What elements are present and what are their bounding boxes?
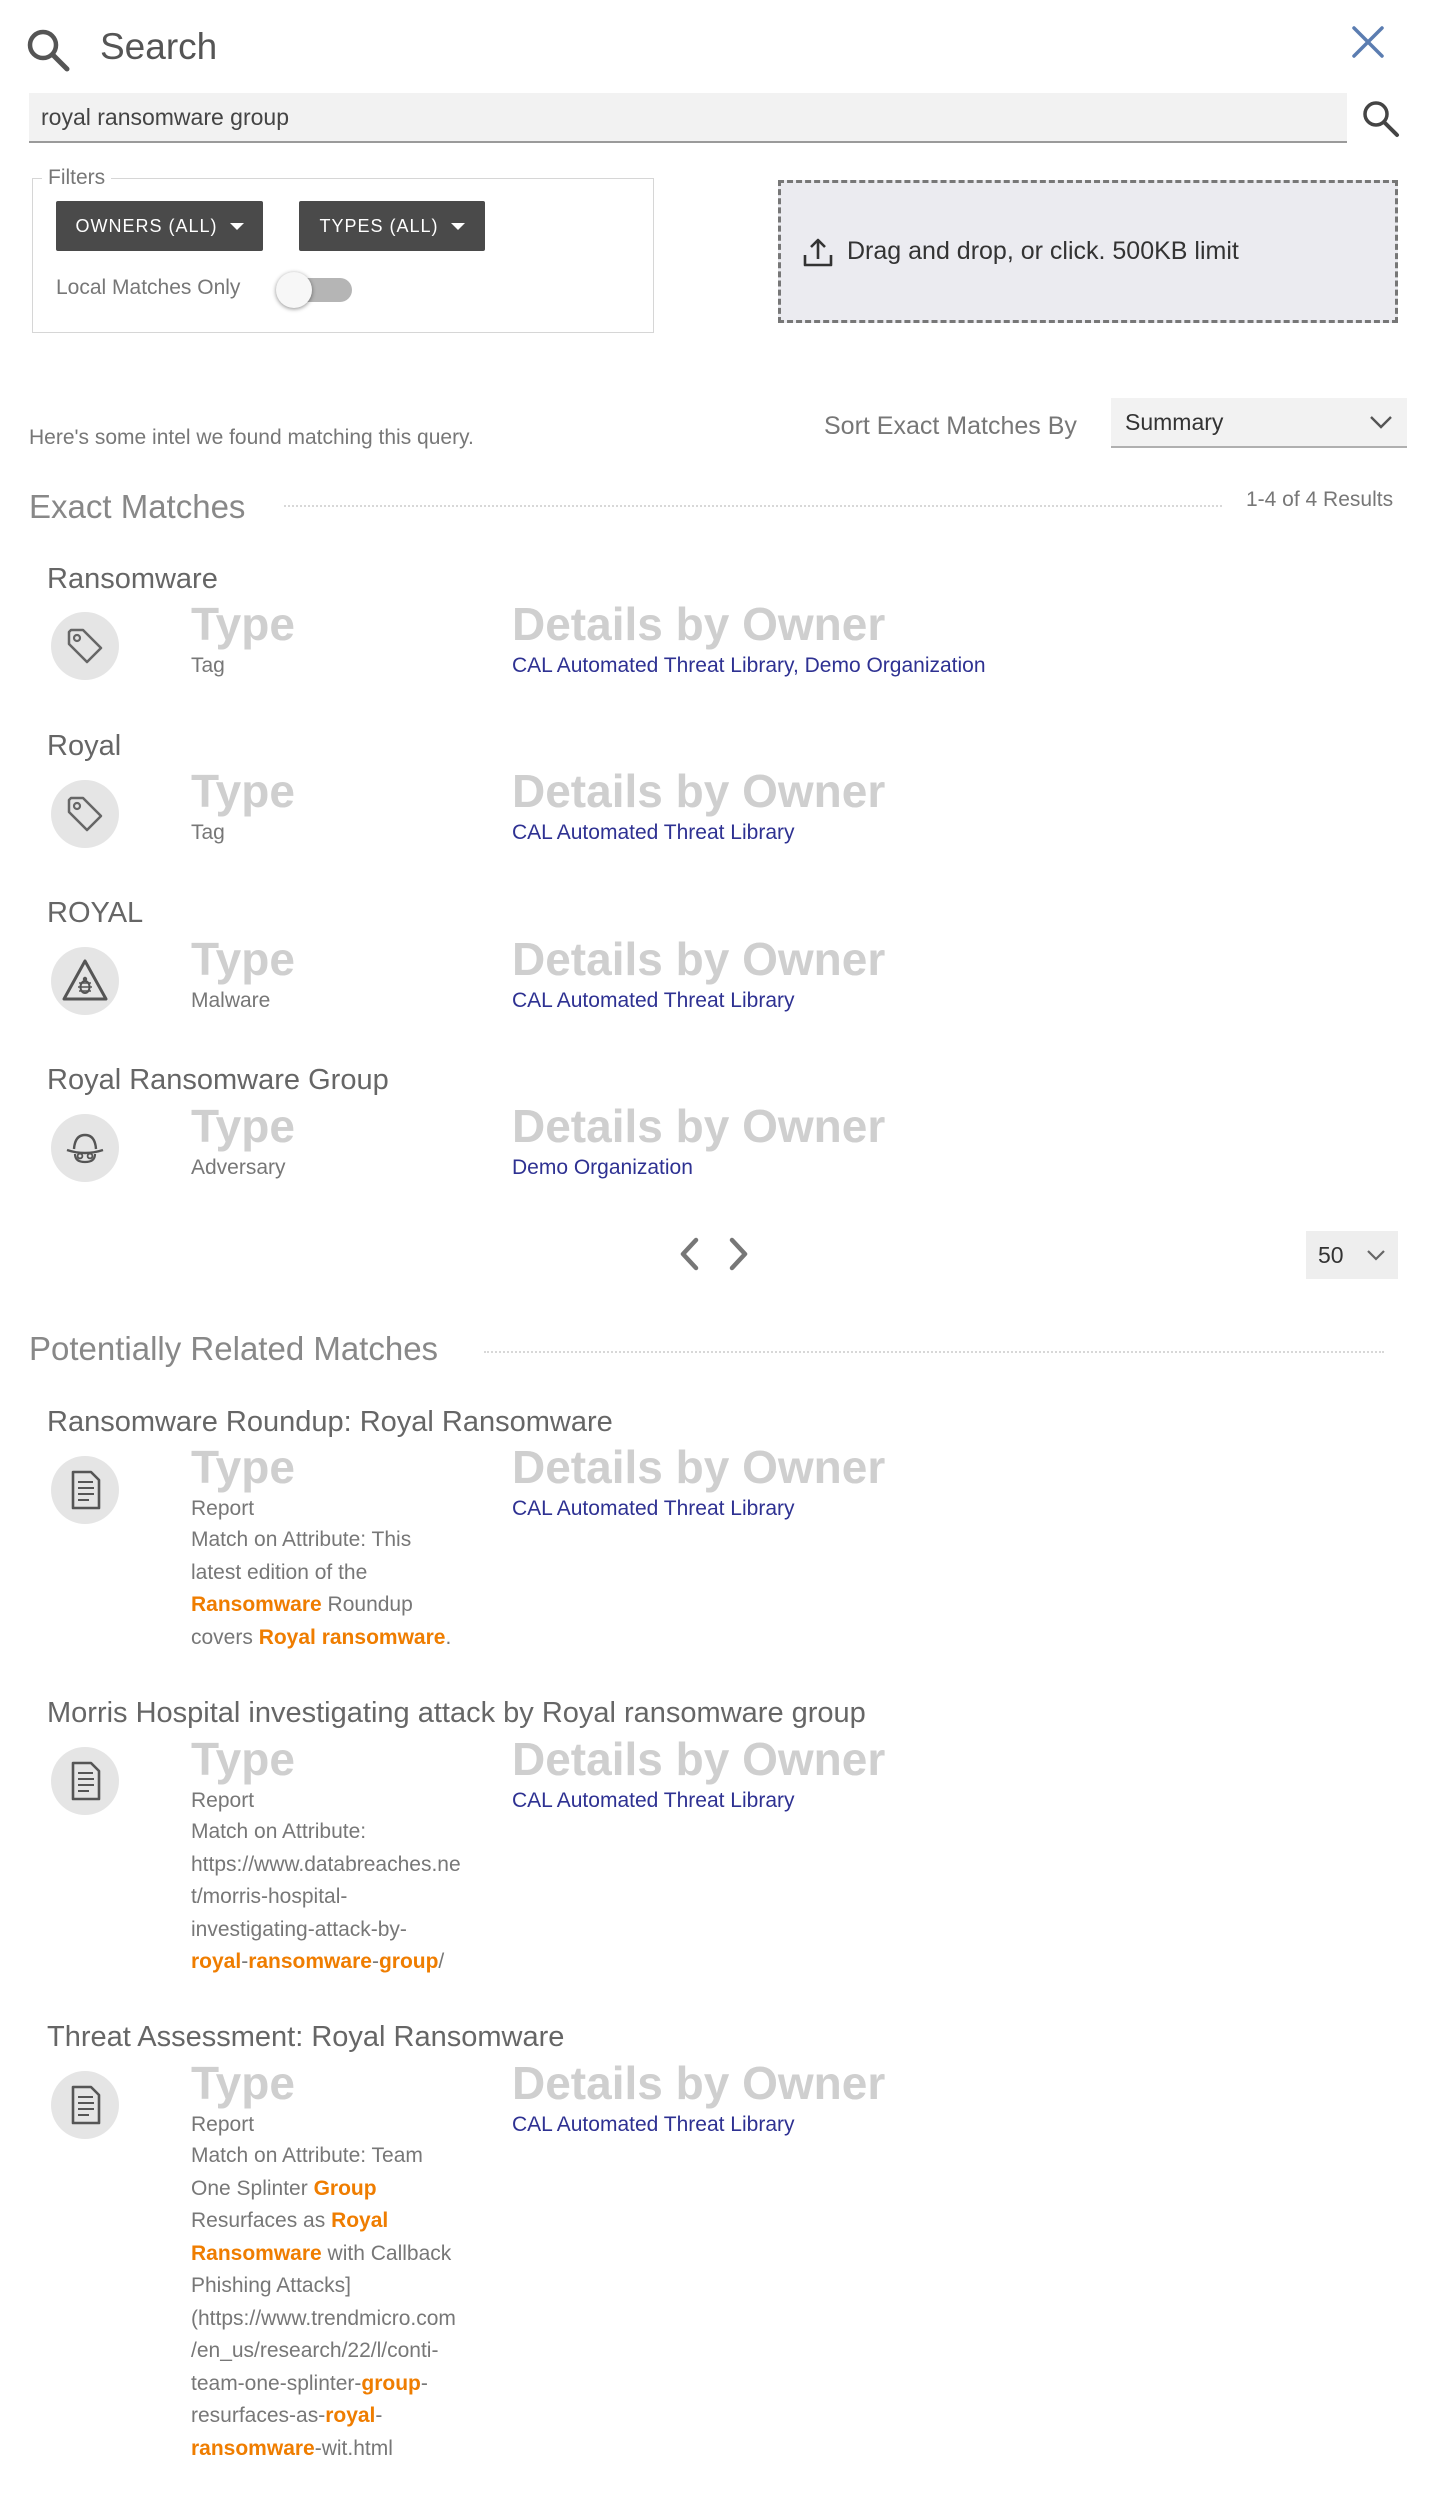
result-title[interactable]: Royal	[47, 730, 122, 762]
per-page-select[interactable]	[1306, 1231, 1398, 1279]
search-submit-icon[interactable]	[1360, 98, 1402, 140]
match-line	[191, 1589, 491, 1622]
local-matches-toggle[interactable]	[276, 272, 356, 308]
adversary-icon	[51, 1114, 119, 1182]
owner-heading: Details by Owner	[512, 598, 886, 650]
match-line	[191, 1622, 491, 1655]
type-value: Report	[191, 1789, 255, 1812]
file-dropzone[interactable]	[778, 180, 1398, 323]
highlight-term: group	[361, 2371, 421, 2395]
sort-select[interactable]	[1111, 398, 1407, 448]
highlight-term: ransomware	[191, 2436, 315, 2460]
sort-label: Sort Exact Matches By	[824, 412, 1077, 440]
match-line	[191, 2433, 491, 2466]
highlight-term: royal	[191, 1950, 242, 1973]
owner-list	[512, 652, 986, 680]
owner-list	[512, 1495, 795, 1523]
local-matches-label: Local Matches Only	[56, 276, 241, 299]
match-text-segment: -	[375, 2404, 383, 2427]
highlight-term: Royal ransomware	[258, 1625, 446, 1649]
match-text-segment: t/morris-hospital-	[191, 1885, 348, 1908]
owner-link[interactable]: CAL Automated Threat Library	[512, 989, 795, 1012]
match-line	[191, 1946, 491, 1979]
report-icon	[51, 2071, 119, 2139]
match-text-segment: (https://www.trendmicro.com	[191, 2306, 456, 2330]
caret-down-icon	[230, 223, 244, 230]
types-filter-button[interactable]	[299, 201, 485, 251]
match-text-segment: Roundup	[321, 1593, 413, 1616]
divider	[284, 505, 1222, 507]
match-line	[191, 1849, 491, 1882]
owner-list	[512, 1787, 795, 1815]
owner-link[interactable]: CAL Automated Threat Library	[512, 1789, 795, 1812]
owner-list	[512, 1154, 693, 1182]
match-line	[191, 2140, 491, 2173]
match-text-segment: -	[420, 2371, 428, 2395]
match-text-segment: -	[371, 1950, 379, 1973]
per-page-value: 50	[1318, 1241, 1344, 1268]
filters-legend: Filters	[42, 164, 111, 192]
malware-icon	[51, 947, 119, 1015]
type-heading: Type	[191, 1733, 295, 1785]
match-text-segment: latest edition of the	[191, 1560, 368, 1584]
divider	[484, 1351, 1384, 1353]
next-page-icon[interactable]	[720, 1232, 756, 1276]
match-line	[191, 2303, 491, 2336]
owner-link[interactable]: CAL Automated Threat Library	[512, 821, 795, 844]
owners-filter-label: OWNERS (ALL)	[75, 215, 218, 236]
exact-matches-title: Exact Matches	[29, 488, 246, 525]
match-line	[191, 1524, 491, 1557]
result-title[interactable]: ROYAL	[47, 897, 144, 929]
type-heading: Type	[191, 765, 295, 817]
owner-heading: Details by Owner	[512, 1100, 886, 1152]
type-value: Malware	[191, 989, 271, 1012]
type-heading: Type	[191, 1441, 295, 1493]
sort-value: Summary	[1125, 408, 1224, 435]
results-count: 1-4 of 4 Results	[1246, 488, 1394, 511]
match-text-segment: investigating-attack-by-	[191, 1917, 407, 1941]
match-text-segment: Resurfaces as	[191, 2209, 332, 2232]
owner-heading: Details by Owner	[512, 2057, 886, 2109]
related-matches-title: Potentially Related Matches	[29, 1330, 439, 1367]
owner-link[interactable]: CAL Automated Threat Library	[512, 2113, 795, 2136]
match-line	[191, 1557, 491, 1590]
chevron-down-icon	[1366, 1249, 1386, 1261]
highlight-term: ransomware	[248, 1950, 372, 1973]
upload-icon	[801, 235, 835, 269]
dropzone-text: Drag and drop, or click. 500KB limit	[847, 237, 1239, 265]
type-heading: Type	[191, 1100, 295, 1152]
result-title[interactable]: Morris Hospital investigating attack by Royal ransomware group	[47, 1697, 866, 1729]
match-attribute-text	[191, 2140, 491, 2465]
match-text-segment: with Callback	[321, 2241, 452, 2265]
results-intro: Here's some intel we found matching this query.	[29, 426, 474, 449]
type-heading: Type	[191, 2057, 295, 2109]
highlight-term: royal	[325, 2404, 376, 2427]
types-filter-label: TYPES (ALL)	[319, 215, 439, 236]
owner-heading: Details by Owner	[512, 1441, 886, 1493]
match-text-segment: Match on Attribute: This	[191, 1528, 412, 1551]
result-title[interactable]: Ransomware	[47, 563, 218, 595]
owners-filter-button[interactable]	[56, 201, 263, 251]
search-input[interactable]	[29, 93, 1347, 143]
highlight-term: Group	[313, 2176, 377, 2200]
highlight-term: group	[378, 1950, 439, 1973]
chevron-down-icon	[1369, 415, 1393, 429]
owner-heading: Details by Owner	[512, 765, 886, 817]
type-value: Tag	[191, 821, 225, 844]
type-heading: Type	[191, 933, 295, 985]
highlight-term: Ransomware	[191, 1593, 322, 1616]
owner-link[interactable]: CAL Automated Threat Library	[512, 654, 793, 677]
match-line	[191, 2368, 491, 2401]
highlight-term: Ransomware	[191, 2241, 322, 2265]
match-attribute-text	[191, 1816, 491, 1979]
result-title[interactable]: Threat Assessment: Royal Ransomware	[47, 2021, 565, 2053]
match-line	[191, 2205, 491, 2238]
match-text-segment: covers	[191, 1625, 259, 1649]
prev-page-icon[interactable]	[672, 1232, 708, 1276]
match-line	[191, 2238, 491, 2271]
caret-down-icon	[451, 223, 465, 230]
page-title: Search	[100, 26, 218, 67]
owner-list	[512, 987, 795, 1015]
match-text-segment: https://www.databreaches.ne	[191, 1852, 461, 1876]
match-text-segment: team-one-splinter-	[191, 2371, 362, 2395]
toggle-knob	[276, 272, 312, 308]
type-value: Adversary	[191, 1156, 286, 1179]
search-icon	[24, 26, 72, 74]
owner-list	[512, 819, 795, 847]
report-icon	[51, 1456, 119, 1524]
report-icon	[51, 1747, 119, 1815]
match-text-segment: .	[445, 1625, 452, 1649]
match-line	[191, 2400, 491, 2433]
match-text-segment: Match on Attribute:	[191, 1820, 367, 1843]
match-line	[191, 1881, 491, 1914]
match-line	[191, 2173, 491, 2206]
type-value: Tag	[191, 654, 225, 677]
owner-link[interactable]: Demo Organization	[804, 654, 986, 677]
tag-icon	[51, 612, 119, 680]
type-value: Report	[191, 1497, 255, 1520]
owner-list	[512, 2111, 795, 2139]
owner-link[interactable]: CAL Automated Threat Library	[512, 1497, 795, 1520]
match-line	[191, 1816, 491, 1849]
match-text-segment: One Splinter	[191, 2176, 314, 2200]
match-line	[191, 2335, 491, 2368]
owner-heading: Details by Owner	[512, 933, 886, 985]
tag-icon	[51, 780, 119, 848]
type-value: Report	[191, 2113, 255, 2136]
match-text-segment: /en_us/research/22/l/conti-	[191, 2339, 439, 2362]
match-text-segment: /	[438, 1950, 445, 1973]
highlight-term: Royal	[331, 2209, 389, 2232]
match-text-segment: resurfaces-as-	[191, 2404, 326, 2427]
close-icon[interactable]	[1348, 22, 1388, 62]
result-title[interactable]: Ransomware Roundup: Royal Ransomware	[47, 1406, 613, 1438]
match-line	[191, 1914, 491, 1947]
type-heading: Type	[191, 598, 295, 650]
match-text-segment: Phishing Attacks]	[191, 2274, 351, 2297]
owner-heading: Details by Owner	[512, 1733, 886, 1785]
match-text-segment: -	[241, 1950, 249, 1973]
match-line	[191, 2270, 491, 2303]
owner-separator: ,	[792, 654, 805, 677]
match-attribute-text	[191, 1524, 491, 1654]
match-text-segment: Match on Attribute: Team	[191, 2144, 423, 2167]
owner-link[interactable]: Demo Organization	[512, 1156, 693, 1179]
match-text-segment: -wit.html	[314, 2436, 393, 2460]
result-title[interactable]: Royal Ransomware Group	[47, 1064, 389, 1096]
